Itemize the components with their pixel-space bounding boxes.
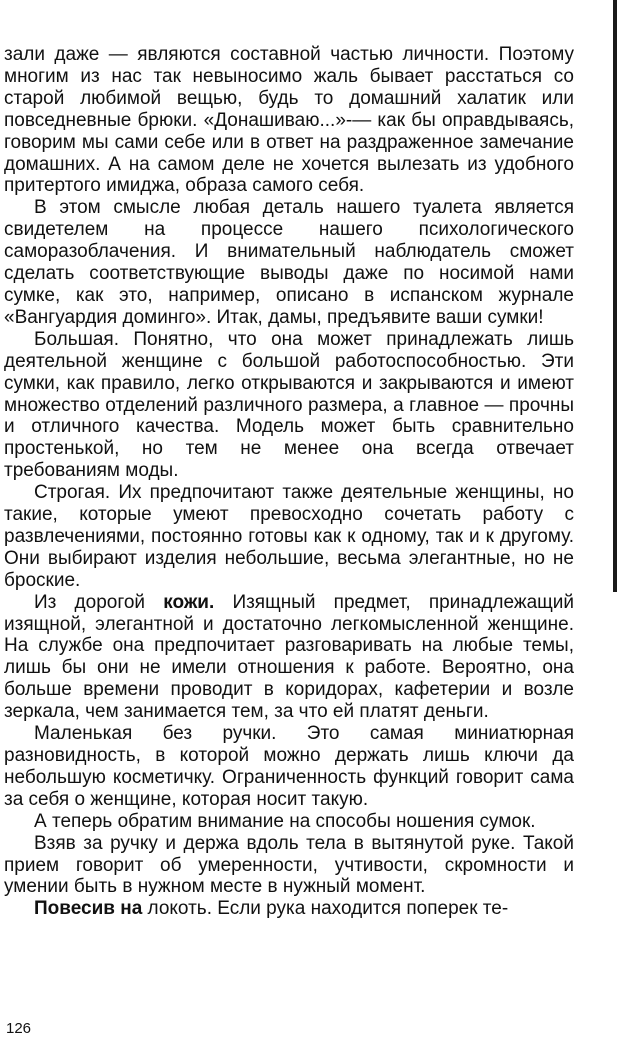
paragraph-2: В этом смысле любая деталь нашего туалета является свидетелем на процессе нашего психологического саморазоблачения. И внимательный наблюдатель сможет сделать соответствующие выводы даже по носимой нами сумке, как это, например, описано в испанском журнале «Вангуардия доминго». Итак, дамы, предъявите ваши сумки! [4, 197, 574, 328]
paragraph-5-bold: кожи. [163, 591, 215, 613]
paragraph-5-lead: Из дорогой [34, 591, 164, 613]
paragraph-5-text: Изящный предмет, принадлежащий изящной, элегантной и достаточно легкомысленной женщине. На службе она предпочитает разговаривать на любые темы, лишь бы они не имели отношения к работе. Вероятно, она больше времени проводит в коридорах, кафетерии и возле зеркала, чем занимается тем, за что ей платят деньги. [4, 591, 575, 723]
paragraph-4: Строгая. Их предпочитают также деятельные женщины, но такие, которые умеют превосходно сочетать работу с развлечениями, постоянно готовы как к одному, так и к другому. Они выбирают изделия небольшие, весьма элегантные, но не броские. [4, 482, 574, 591]
margin-bar [613, 0, 617, 592]
page-number: 126 [6, 1020, 32, 1037]
paragraph-3: Большая. Понятно, что она может принадлежать лишь деятельной женщине с большой работоспособностью. Эти сумки, как правило, легко открываются и закрываются и имеют множество отделений различного размера, а главное — прочны и отличного качества. Модель может быть сравнительно простенькой, но тем не менее она всегда отвечает требованиям моды. [4, 328, 574, 482]
paragraph-8: Взяв за ручку и держа вдоль тела в вытянутой руке. Такой прием говорит об умеренности, учтивости, скромности и умении быть в нужном месте в нужный момент. [4, 832, 574, 898]
paragraph-9 [4, 898, 574, 920]
body-text [4, 44, 574, 920]
paragraph-7: А теперь обратим внимание на способы ношения сумок. [34, 810, 536, 832]
paragraph-1: зали даже — являются составной частью личности. Поэтому многим из нас так невыносимо жаль бывает расстаться со старой любимой вещью, будь то домашний халатик или повседневные брюки. «Донашиваю...»-— как бы оправдываясь, говорим мы сами себе или в ответ на раздраженное замечание домашних. А на самом деле не хочется вылезать из удобного притертого имиджа, образа самого себя. [4, 44, 574, 197]
paragraph-5 [4, 592, 574, 723]
paragraph-6: Маленькая без ручки. Это самая миниатюрная разновидность, в которой можно держать лишь ключи да небольшую косметичку. Ограниченность функций говорит сама за себя о женщине, которая носит такую. [4, 723, 574, 810]
paragraph-9-bold: Повесив на [34, 898, 143, 920]
paragraph-9-text: локоть. Если рука находится поперек те- [142, 898, 509, 920]
